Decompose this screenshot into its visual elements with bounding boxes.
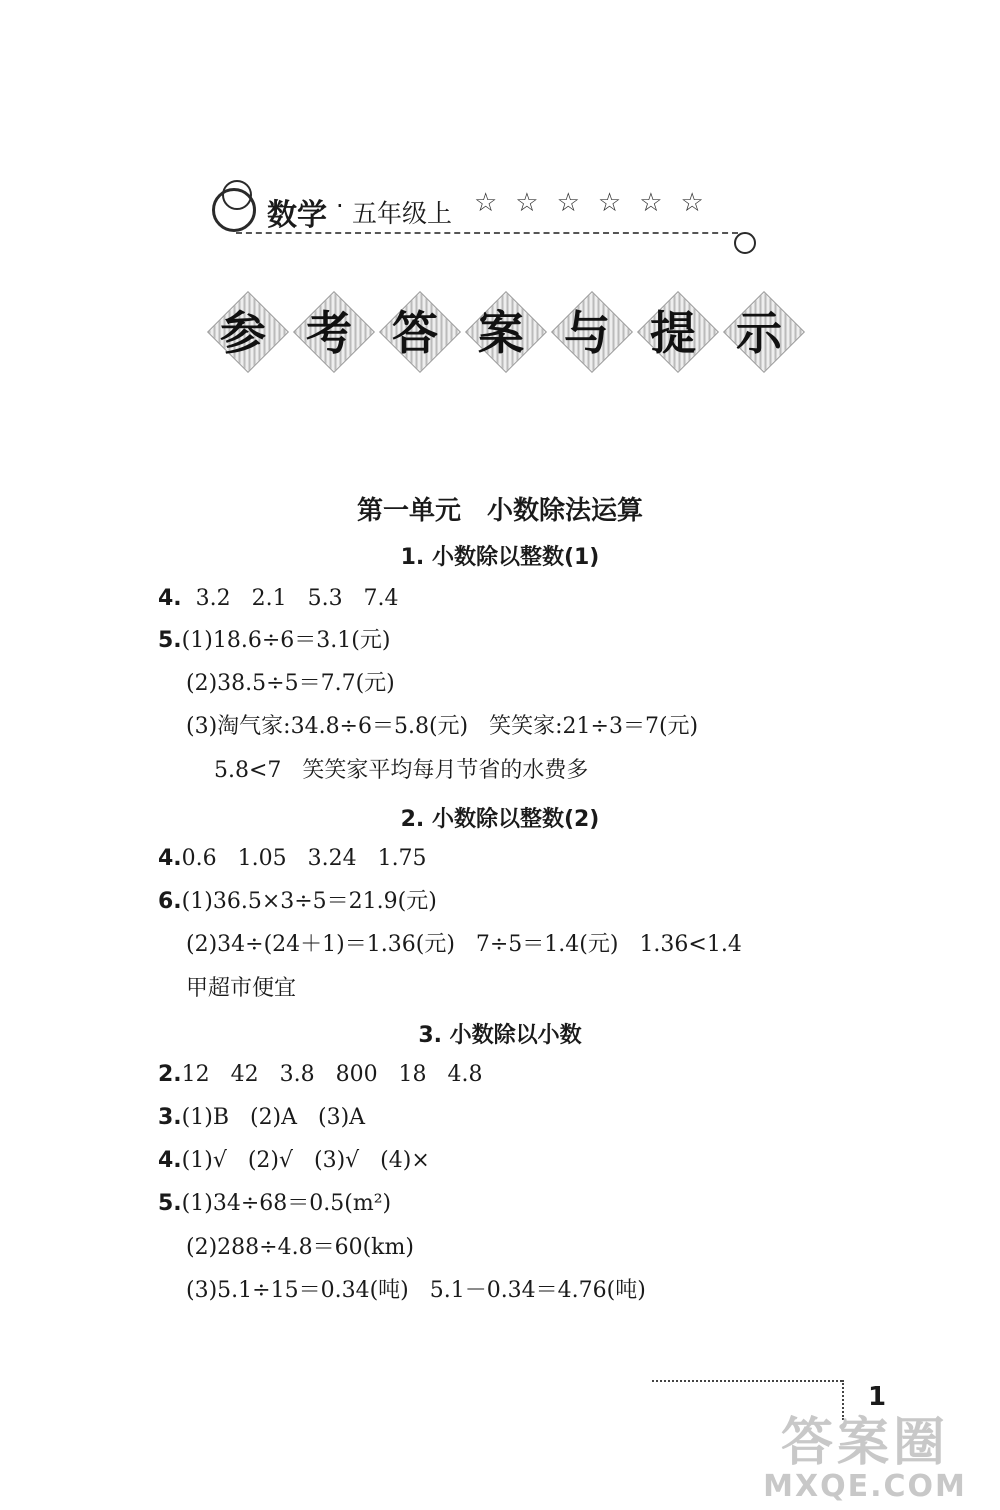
section-title: 1. 小数除以整数(1) [400, 545, 600, 570]
answer-line: 4.0.6 1.05 3.24 1.75 [158, 846, 427, 871]
answer-line: (2)34÷(24＋1)＝1.36(元) 7÷5＝1.4(元) 1.36<1.4 [186, 932, 742, 957]
answer-line: (3)5.1÷15＝0.34(吨) 5.1－0.34＝4.76(吨) [186, 1278, 646, 1303]
separator-dot: · [336, 192, 344, 220]
section-title: 3. 小数除以小数 [418, 1023, 582, 1048]
answer-line: 4. 3.2 2.1 5.3 7.4 [158, 586, 399, 611]
title-char: 与 [549, 295, 625, 371]
title-char: 考 [291, 295, 367, 371]
ring-decoration-icon [734, 232, 756, 254]
unit-title: 第一单元 小数除法运算 [356, 496, 643, 526]
title-char: 提 [635, 295, 711, 371]
ring-decoration-icon [222, 180, 252, 210]
title-char: 答 [377, 295, 453, 371]
answer-line: 5.(1)34÷68＝0.5(m²) [158, 1191, 392, 1216]
grade-label: 五年级上 [352, 199, 453, 228]
title-char: 参 [205, 295, 281, 371]
answer-line: 5.8<7 笑笑家平均每月节省的水费多 [186, 758, 589, 783]
header-rule [236, 232, 738, 234]
section-title: 2. 小数除以整数(2) [400, 807, 600, 832]
watermark-logo: 答案圈 MXQE.COM [763, 1413, 967, 1504]
answer-line: 6.(1)36.5×3÷5＝21.9(元) [158, 889, 437, 914]
answer-line: (3)淘气家:34.8÷6＝5.8(元) 笑笑家:21÷3＝7(元) [186, 714, 699, 739]
book-header [212, 180, 772, 260]
stars-icon: ☆☆☆☆☆☆ [474, 188, 722, 218]
answer-line: 4.(1)√ (2)√ (3)√ (4)× [158, 1148, 430, 1173]
answer-line: (2)288÷4.8＝60(km) [186, 1235, 414, 1260]
answer-line: (2)38.5÷5＝7.7(元) [186, 671, 395, 696]
answer-line: 甲超市便宜 [186, 976, 297, 1001]
title-char: 示 [721, 295, 797, 371]
answer-line: 3.(1)B (2)A (3)A [158, 1105, 366, 1130]
footer-rule [652, 1380, 842, 1382]
title-char: 案 [463, 295, 539, 371]
answer-line: 5.(1)18.6÷6＝3.1(元) [158, 628, 391, 653]
answer-key-title [205, 295, 805, 385]
page-number: 1 [868, 1382, 887, 1412]
subject-label: 数学 [267, 198, 327, 233]
answer-line: 2.12 42 3.8 800 18 4.8 [158, 1062, 483, 1087]
